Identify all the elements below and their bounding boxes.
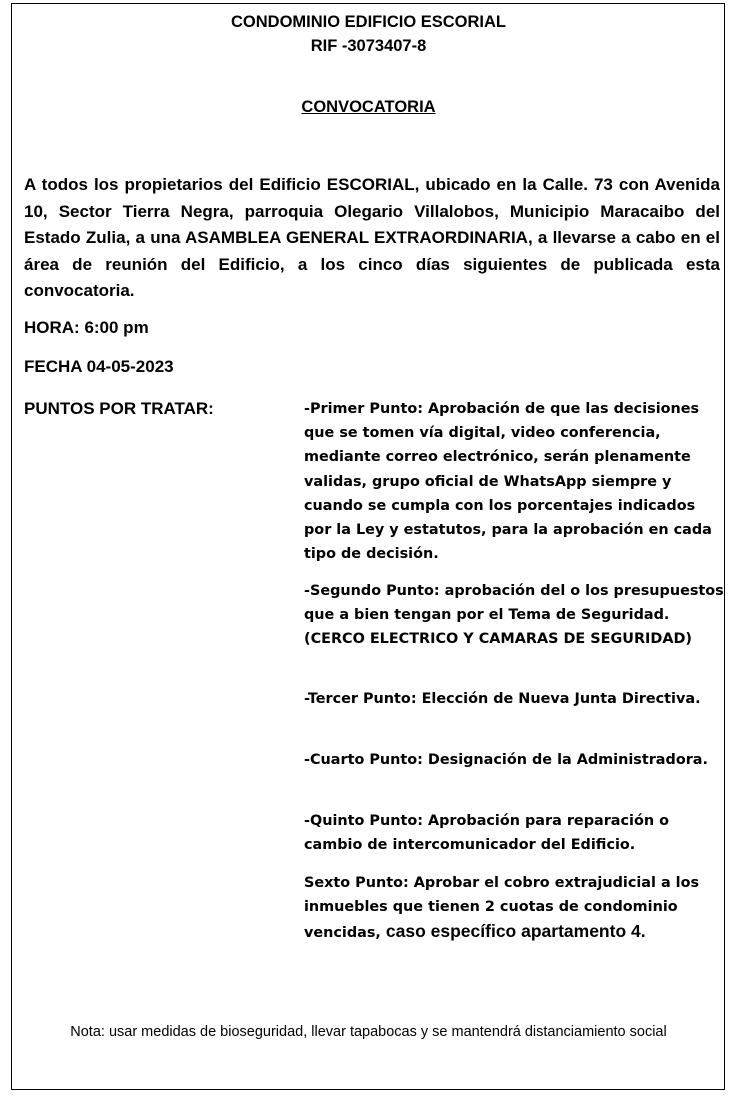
intro-text-3: , a llevarse a cabo en el área de reunión del Edificio, a los cinco días siguientes de publicada esta convocatoria. xyxy=(24,228,720,300)
agenda-item-6 xyxy=(304,871,724,946)
footer-note: Nota: usar medidas de bioseguridad, llevar tapabocas y se mantendrá distanciamiento social xyxy=(70,1024,667,1040)
agenda-item-1: -Primer Punto: Aprobación de que las decisiones que se tomen vía digital, video conferencia, mediante correo electrónico, serán plenamente validas, grupo oficial de WhatsApp siempre y cuando se cumpla con los porcentajes indicados por la Ley y estatutos, para la aprobación en cada tipo de decisión. xyxy=(304,401,712,563)
meeting-time: HORA: 6:00 pm xyxy=(24,318,149,337)
intro-building-name: ESCORIAL xyxy=(326,175,415,194)
agenda-item-4: -Cuarto Punto: Designación de la Administradora. xyxy=(304,752,708,768)
org-name: CONDOMINIO EDIFICIO ESCORIAL xyxy=(230,13,506,31)
intro-assembly-type: ASAMBLEA GENERAL EXTRAORDINARIA xyxy=(185,228,528,247)
rif-number: RIF -3073407-8 xyxy=(310,37,427,55)
agenda-item-5: -Quinto Punto: Aprobación para reparación o cambio de intercomunicador del Edificio. xyxy=(304,813,670,854)
meeting-date: FECHA 04-05-2023 xyxy=(24,357,174,376)
intro-paragraph xyxy=(24,172,720,305)
agenda-item-6-emphasis: caso específico apartamento 4. xyxy=(385,921,646,942)
agenda-label: PUNTOS POR TRATAR: xyxy=(24,399,214,418)
agenda-item-2: -Segundo Punto: aprobación del o los presupuestos que a bien tengan por el Tema de Seguridad. (CERCO ELECTRICO Y CAMARAS DE SEGURIDAD) xyxy=(304,583,724,648)
intro-text-1: A todos los propietarios del Edificio xyxy=(24,175,327,194)
agenda-item-3: -Tercer Punto: Elección de Nueva Junta Directiva. xyxy=(304,691,701,707)
intro-text-2: , ubicado en la Calle. 73 con Avenida 10, Sector Tierra Negra, parroquia Olegario Villalobos, Municipio Maracaibo del Estado Zulia, a una xyxy=(24,175,720,247)
agenda-item-6-text: Sexto Punto: Aprobar el cobro extrajudicial a los inmuebles que tienen 2 cuotas de condominio vencidas, xyxy=(304,875,700,942)
doc-title: CONVOCATORIA xyxy=(301,98,436,116)
